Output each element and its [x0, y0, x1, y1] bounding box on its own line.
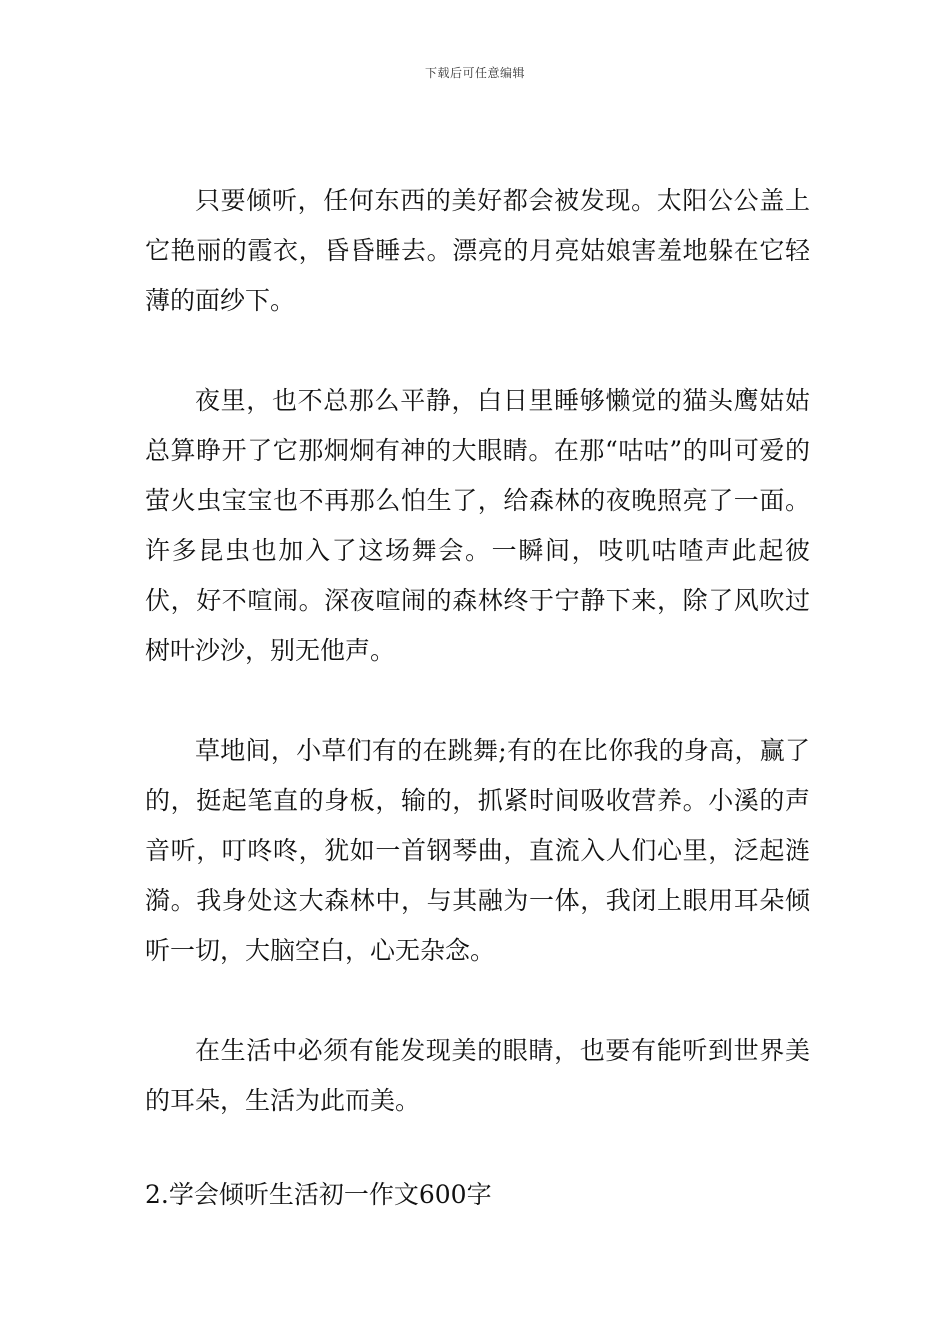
paragraph-2: 夜里，也不总那么平静，白日里睡够懒觉的猫头鹰姑姑总算睁开了它那炯炯有神的大眼睛。在那“咕咕”的叫可爱的萤火虫宝宝也不再那么怕生了，给森林的夜晚照亮了一面。许多昆虫也加入了这场舞会。一瞬间，吱叽咕喳声此起彼伏，好不喧闹。深夜喧闹的森林终于宁静下来，除了风吹过树叶沙沙，别无他声。: [145, 386, 810, 665]
section-heading: 2.学会倾听生活初一作文600字: [145, 1180, 492, 1209]
paragraph-3: 草地间，小草们有的在跳舞;有的在比你我的身高，赢了的，挺起笔直的身板，输的，抓紧时间吸收营养。小溪的声音听，叮咚咚，犹如一首钢琴曲，直流入人们心里，泛起涟漪。我身处这大森林中，与其融为一体，我闭上眼用耳朵倾听一切，大脑空白，心无杂念。: [145, 736, 810, 965]
page-header-note: 下载后可任意编辑: [424, 66, 525, 80]
document-body: [145, 176, 810, 1220]
paragraph-4: 在生活中必须有能发现美的眼睛，也要有能听到世界美的耳朵，生活为此而美。: [145, 1036, 810, 1115]
paragraph-1: 只要倾听，任何东西的美好都会被发现。太阳公公盖上它艳丽的霞衣，昏昏睡去。漂亮的月亮姑娘害羞地躲在它轻薄的面纱下。: [145, 186, 810, 315]
